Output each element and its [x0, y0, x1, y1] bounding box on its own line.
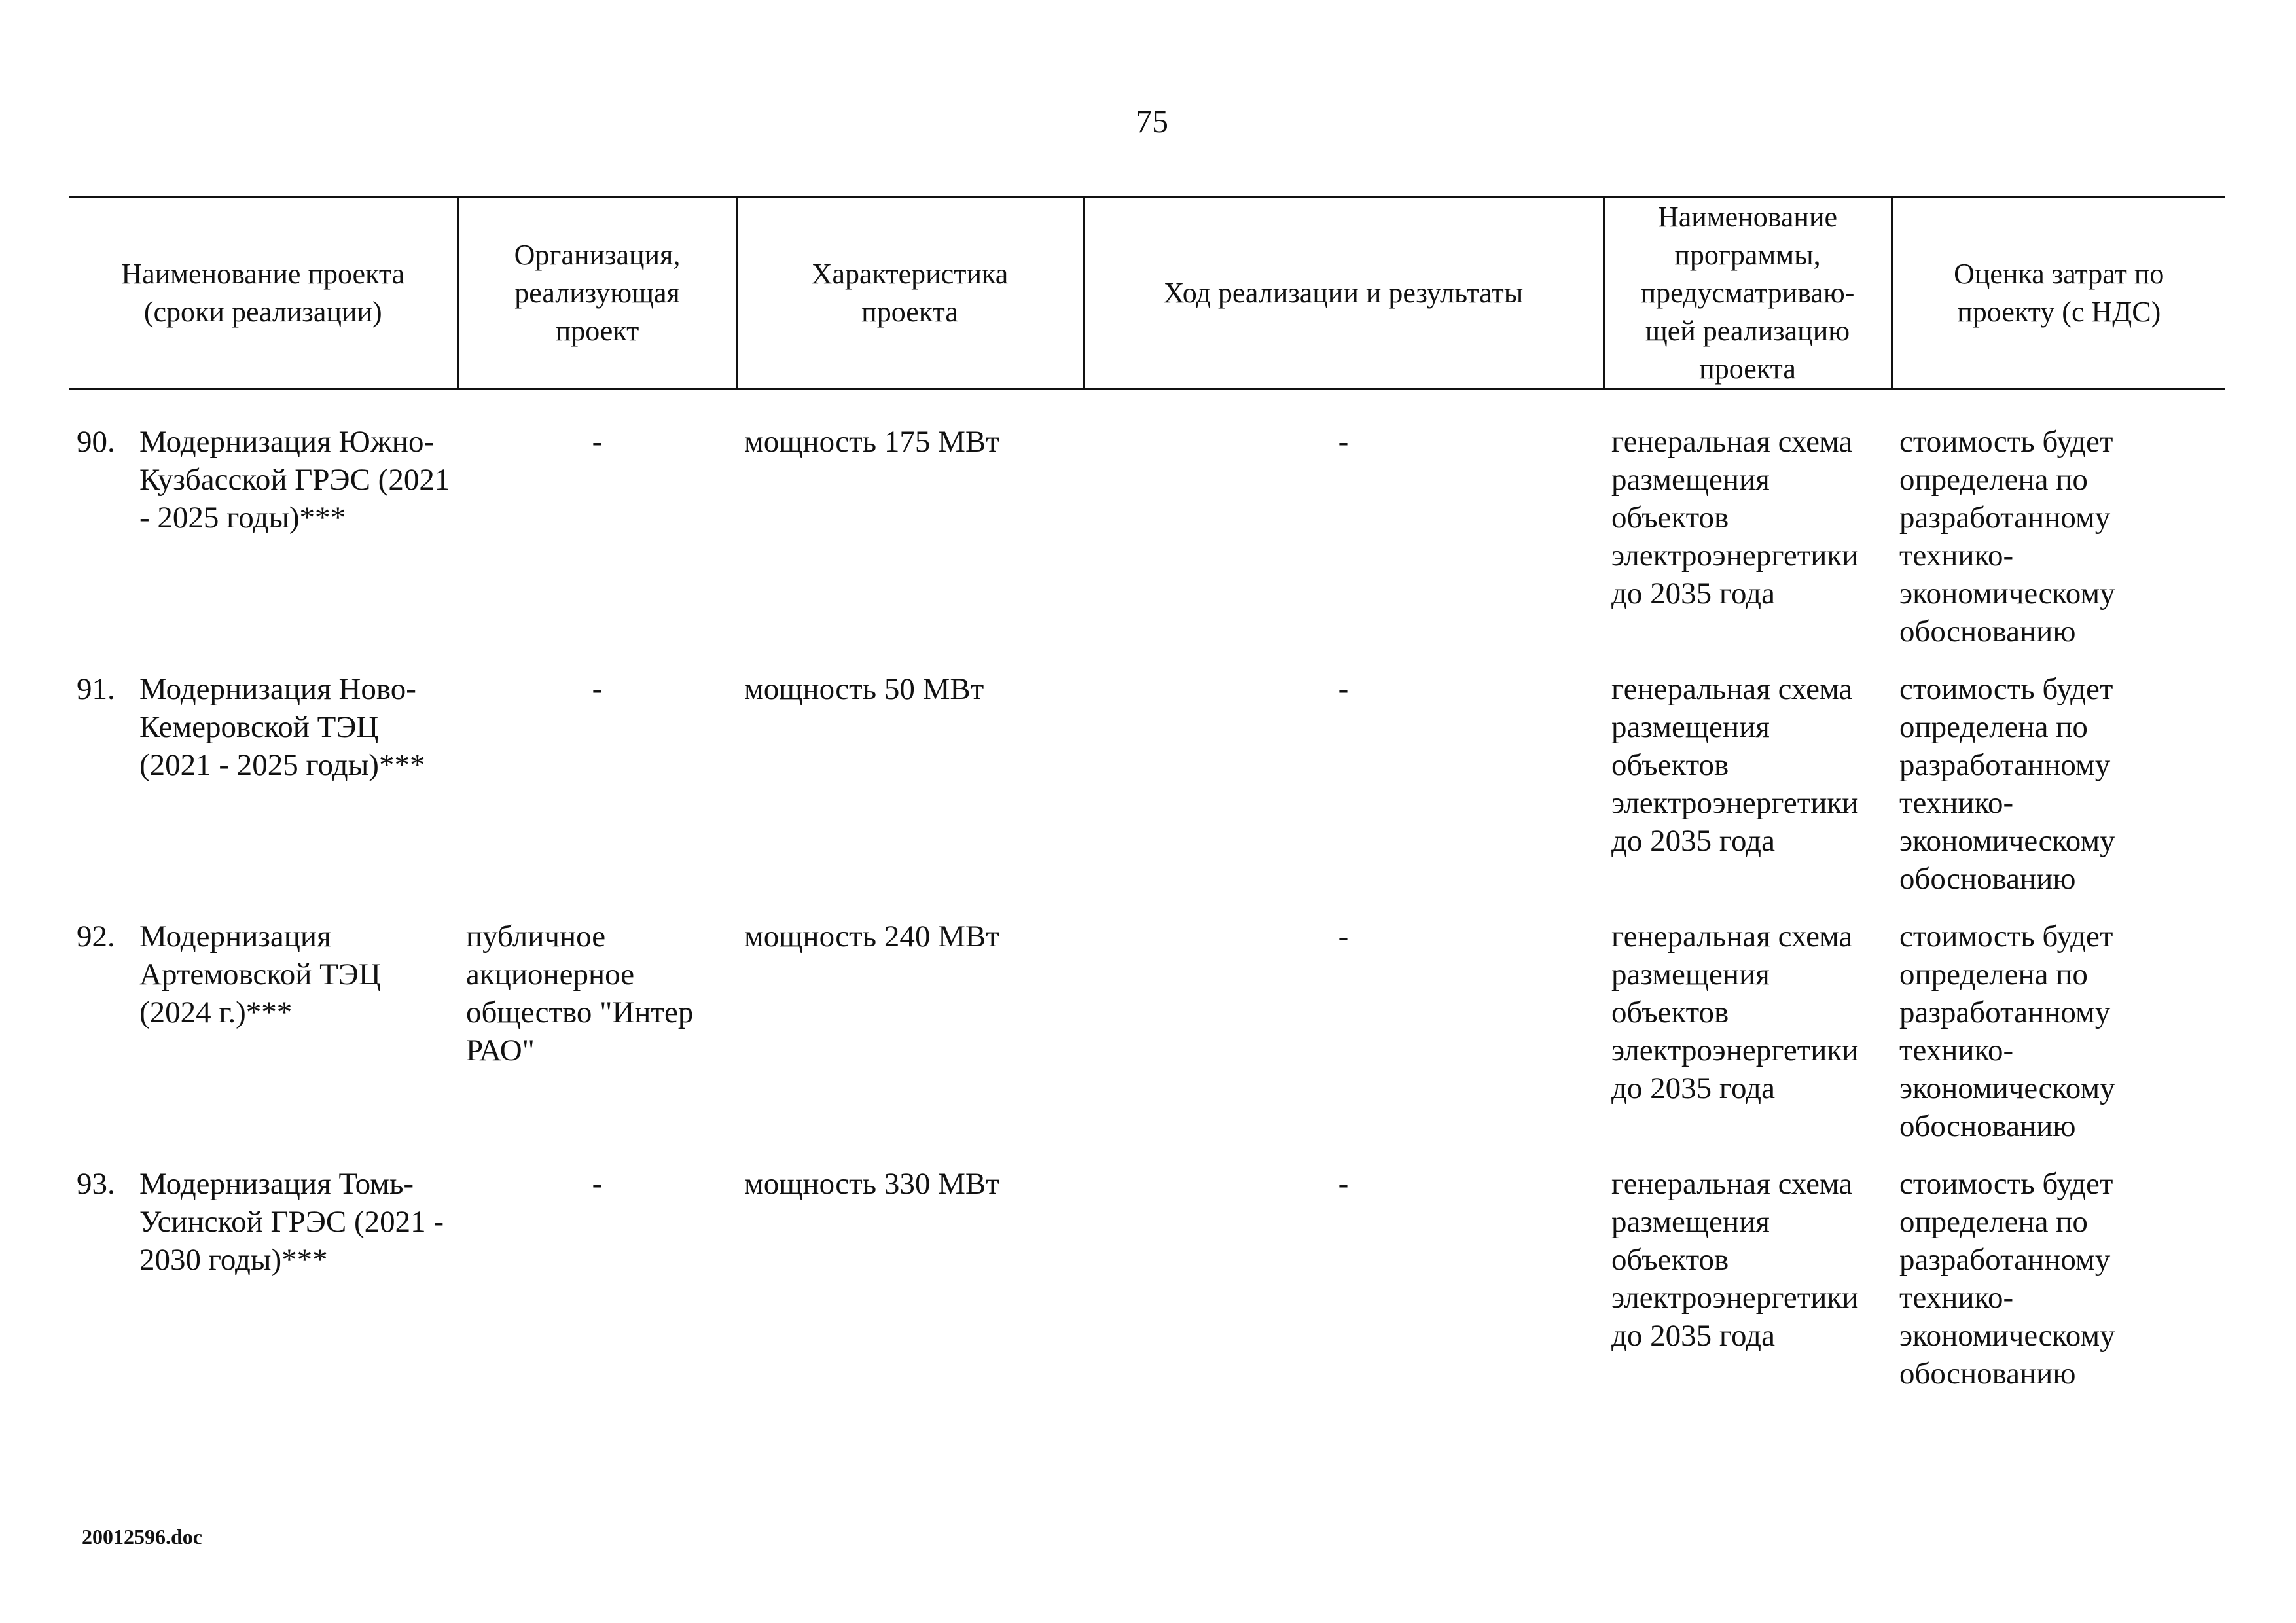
- table-body: [69, 389, 2225, 1413]
- cell-organization: -: [592, 425, 603, 459]
- project-name: Модернизация Ново-Кемеровской ТЭЦ (2021 - 2025 годы)***: [139, 672, 425, 782]
- cell-program: генеральная схема размещения объектов электроэнергетики до 2035 года: [1611, 919, 1859, 1105]
- cell-characteristic: мощность 50 МВт: [744, 672, 984, 706]
- cell-project-name: [69, 670, 458, 918]
- cell-cost: стоимость будет определена по разработанному технико-экономическому обоснованию: [1899, 919, 2115, 1143]
- cell-characteristic: мощность 330 МВт: [744, 1167, 999, 1201]
- cell-progress: -: [1338, 1167, 1349, 1201]
- cell-program: генеральная схема размещения объектов электроэнергетики до 2035 года: [1611, 672, 1859, 858]
- projects-table: [69, 196, 2225, 1412]
- document-filename: 20012596.doc: [82, 1525, 202, 1548]
- project-name: Модернизация Артемовской ТЭЦ (2024 г.)***: [139, 919, 381, 1029]
- table-row: [69, 389, 2225, 671]
- cell-organization: -: [592, 672, 603, 706]
- header-row: [69, 198, 2225, 389]
- project-name: Модернизация Южно-Кузбасской ГРЭС (2021 - 2025 годы)***: [139, 425, 450, 535]
- projects-table-wrapper: [69, 196, 2225, 1412]
- cell-progress: -: [1338, 425, 1349, 459]
- cell-cost: стоимость будет определена по разработанному технико-экономическому обоснованию: [1899, 425, 2115, 649]
- header-project-name: Наименование проекта (сроки реализации): [69, 198, 458, 389]
- table-header: [69, 198, 2225, 389]
- row-number: 91.: [77, 672, 115, 706]
- cell-progress: -: [1338, 919, 1349, 954]
- cell-cost: стоимость будет определена по разработанному технико-экономическому обоснованию: [1899, 672, 2115, 896]
- cell-project-name: [69, 389, 458, 671]
- page-number: 75: [1136, 103, 1168, 139]
- header-characteristic: Характеристика проекта: [736, 198, 1083, 389]
- table-row: [69, 918, 2225, 1165]
- header-cost: Оценка затрат по проекту (с НДС): [1892, 198, 2225, 389]
- header-program: Наименование программы, предусматриваю-щей реализацию проекта: [1604, 198, 1892, 389]
- table-row: [69, 670, 2225, 918]
- row-number: 93.: [77, 1167, 115, 1201]
- header-organization: Организация, реализующая проект: [458, 198, 736, 389]
- cell-project-name: [69, 918, 458, 1165]
- cell-characteristic: мощность 175 МВт: [744, 425, 999, 459]
- table-row: [69, 1165, 2225, 1412]
- header-progress: Ход реализации и результаты: [1083, 198, 1604, 389]
- cell-organization: публичное акционерное общество "Интер РАО": [466, 919, 694, 1067]
- cell-characteristic: мощность 240 МВт: [744, 919, 999, 954]
- cell-program: генеральная схема размещения объектов электроэнергетики до 2035 года: [1611, 425, 1859, 611]
- cell-organization: -: [592, 1167, 603, 1201]
- row-number: 92.: [77, 919, 115, 954]
- cell-project-name: [69, 1165, 458, 1412]
- project-name: Модернизация Томь-Усинской ГРЭС (2021 - 2030 годы)***: [139, 1167, 444, 1277]
- cell-program: генеральная схема размещения объектов электроэнергетики до 2035 года: [1611, 1167, 1859, 1353]
- cell-cost: стоимость будет определена по разработанному технико-экономическому обоснованию: [1899, 1167, 2115, 1391]
- row-number: 90.: [77, 425, 115, 459]
- cell-progress: -: [1338, 672, 1349, 706]
